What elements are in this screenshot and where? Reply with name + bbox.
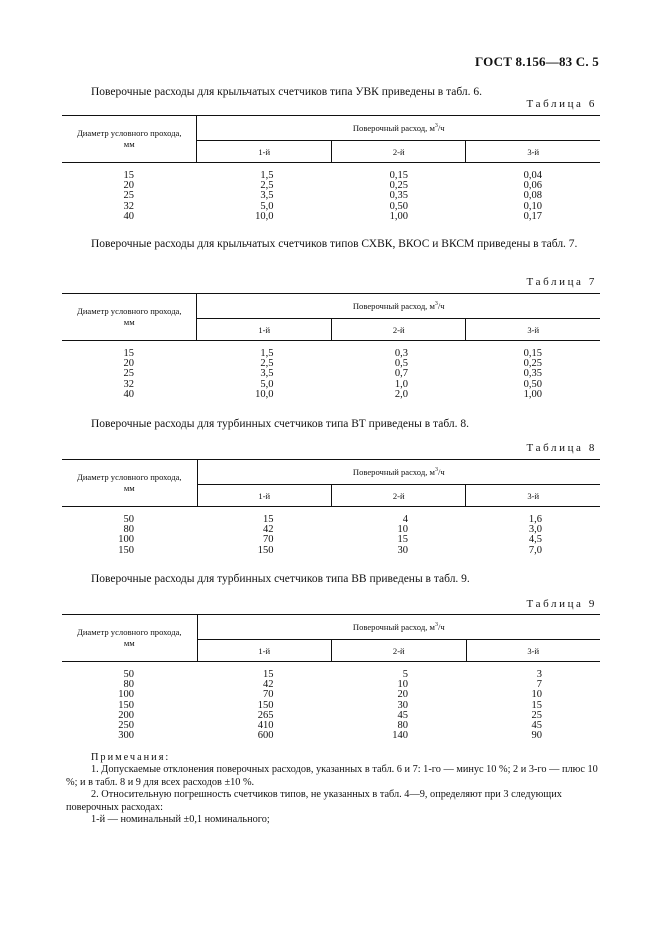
table-row xyxy=(62,390,600,400)
table-cell: 70 xyxy=(263,689,274,701)
table-body-9 xyxy=(62,662,600,742)
table-9 xyxy=(62,614,600,741)
table-cell: 10,0 xyxy=(255,210,274,222)
table-row xyxy=(62,546,600,556)
table-cell: 45 xyxy=(531,720,542,732)
table-cell: 410 xyxy=(257,720,274,732)
table-cell: 0,35 xyxy=(389,190,408,202)
table-cell: 0,04 xyxy=(523,170,542,181)
table-cell: 100 xyxy=(118,689,135,701)
table-cell: 600 xyxy=(257,730,274,742)
header-sub-2: 2-й xyxy=(332,319,466,341)
table-cell: 3,5 xyxy=(260,368,274,380)
table-cell: 10 xyxy=(397,524,408,536)
table-cell: 2,5 xyxy=(260,180,274,192)
table-cell: 10 xyxy=(397,679,409,691)
table-cell: 20 xyxy=(397,689,409,701)
header-sub-2: 2-й xyxy=(332,485,466,507)
table-cell: 265 xyxy=(257,709,274,721)
table-cell: 0,3 xyxy=(394,348,408,359)
table-cell: 10,0 xyxy=(255,388,274,400)
table-row xyxy=(62,731,600,741)
table-cell: 3,0 xyxy=(528,524,542,536)
table-cell: 200 xyxy=(118,709,135,721)
table-cell: 1,6 xyxy=(528,514,542,525)
note-item-3: 1-й — номинальный ±0,1 номинального; xyxy=(91,814,270,826)
table-cell: 2,0 xyxy=(394,388,408,400)
table-row xyxy=(62,701,600,711)
table-row xyxy=(62,191,600,201)
table-body-7 xyxy=(62,341,600,401)
table-row xyxy=(62,680,600,690)
table-cell: 0,25 xyxy=(523,358,542,370)
section-intro-6: Поверочные расходы для крыльчатых счетчиков типа УВК приведены в табл. 6. xyxy=(91,86,483,98)
table-cell: 1,00 xyxy=(389,210,408,222)
table-cell: 2,5 xyxy=(260,358,274,370)
table-cell: 300 xyxy=(118,730,135,742)
note-item-2: 2. Относительную погрешность счетчиков типов, не указанных в табл. 4—9, определяют при 3 следующих поверочных расходах: xyxy=(66,789,562,813)
table-body-6 xyxy=(62,163,600,223)
table-cell: 4 xyxy=(402,514,408,525)
table-cell: 15 xyxy=(263,514,274,525)
table-caption-7: Таблица 7 xyxy=(526,276,597,288)
table-row xyxy=(62,212,600,222)
table-row xyxy=(62,721,600,731)
table-cell: 150 xyxy=(257,699,274,711)
table-cell: 3 xyxy=(536,669,542,680)
header-diameter xyxy=(62,116,197,163)
table-cell: 0,50 xyxy=(389,200,408,212)
table-row xyxy=(62,202,600,212)
header-sub-1: 1-й xyxy=(197,319,332,341)
table-cell: 80 xyxy=(397,720,409,732)
table-cell: 0,17 xyxy=(523,210,542,222)
table-row xyxy=(62,380,600,390)
table-row xyxy=(62,690,600,700)
table-cell: 15 xyxy=(397,534,408,546)
table-cell: 90 xyxy=(531,730,542,742)
table-cell: 15 xyxy=(123,170,134,181)
table-cell: 20 xyxy=(123,180,134,192)
table-cell: 25 xyxy=(123,368,134,380)
table-cell: 42 xyxy=(263,679,274,691)
section-intro-7: Поверочные расходы для крыльчатых счетчиков типов СХВК, ВКОС и ВКСМ приведены в табл. 7. xyxy=(91,238,578,250)
header-flow: Поверочный расход, $м^3/ч$ xyxy=(197,116,600,141)
table-cell: 0,08 xyxy=(523,190,542,202)
table-cell: 10 xyxy=(531,689,542,701)
table-cell: 80 xyxy=(123,524,135,536)
table-body-8 xyxy=(62,507,600,556)
table-row xyxy=(62,507,600,526)
table-cell: 150 xyxy=(118,699,135,711)
section-intro-9: Поверочные расходы для турбинных счетчиков типа ВВ приведены в табл. 9. xyxy=(91,573,470,585)
header-diameter: Диаметр условного прохода, мм xyxy=(62,294,197,341)
table-cell: 50 xyxy=(123,669,135,680)
table-cell: 30 xyxy=(397,544,408,556)
table-cell: 20 xyxy=(123,358,134,370)
table-cell: 7 xyxy=(536,679,542,691)
table-row xyxy=(62,662,600,681)
table-cell: 0,35 xyxy=(523,368,542,380)
table-cell: 5 xyxy=(402,669,409,680)
table-cell: 0,50 xyxy=(523,378,542,390)
table-caption-9: Таблица 9 xyxy=(526,598,597,610)
table-row xyxy=(62,535,600,545)
header-sub-1: 1-й xyxy=(197,640,332,662)
table-cell: 0,25 xyxy=(389,180,408,192)
header-sub-3: 3-й xyxy=(466,141,600,163)
table-cell: 0,7 xyxy=(394,368,408,380)
table-caption-6: Таблица 6 xyxy=(526,98,597,110)
page-header: ГОСТ 8.156—83 С. 5 xyxy=(474,54,599,69)
table-cell: 100 xyxy=(118,534,135,546)
table-cell: 50 xyxy=(123,514,135,525)
table-cell: 30 xyxy=(397,699,409,711)
header-flow: Поверочный расход, $м^3/ч$ xyxy=(197,294,600,319)
header-sub-1: 1-й xyxy=(197,141,332,163)
notes xyxy=(66,752,600,826)
table-cell: 25 xyxy=(123,190,134,202)
header-flow: Поверочный расход, $м^3/ч$ xyxy=(197,615,600,640)
table-row xyxy=(62,163,600,182)
table-cell: 4,5 xyxy=(528,534,542,546)
table-cell: 70 xyxy=(263,534,274,546)
header-flow: Поверочный расход, $м^3/ч$ xyxy=(197,460,600,485)
table-cell: 250 xyxy=(118,720,135,732)
table-cell: 15 xyxy=(531,699,542,711)
table-cell: 25 xyxy=(531,709,542,721)
table-row xyxy=(62,711,600,721)
table-cell: 15 xyxy=(123,348,134,359)
table-cell: 140 xyxy=(392,730,409,742)
header-diameter-line1: Диаметр условного прохода, xyxy=(76,128,182,138)
table-8 xyxy=(62,459,600,556)
table-cell: 1,5 xyxy=(260,170,274,181)
table-cell: 40 xyxy=(123,210,134,222)
table-cell: 3,5 xyxy=(260,190,274,202)
header-sub-3: 3-й xyxy=(466,485,600,507)
table-cell: 1,0 xyxy=(394,378,408,390)
table-7 xyxy=(62,293,600,400)
table-cell: 0,15 xyxy=(389,170,408,181)
table-cell: 40 xyxy=(123,388,134,400)
header-sub-2: 2-й xyxy=(332,640,467,662)
table-cell: 15 xyxy=(263,669,274,680)
table-cell: 32 xyxy=(123,200,134,212)
table-row xyxy=(62,359,600,369)
header-sub-3: 3-й xyxy=(466,640,600,662)
table-caption-8: Таблица 8 xyxy=(526,442,597,454)
section-intro-8: Поверочные расходы для турбинных счетчиков типа ВТ приведены в табл. 8. xyxy=(91,418,470,430)
header-diameter: Диаметр условного прохода, мм xyxy=(62,615,197,662)
table-cell: 0,5 xyxy=(394,358,408,370)
table-row xyxy=(62,181,600,191)
note-item-1: 1. Допускаемые отклонения поверочных расходов, указанных в табл. 6 и 7: 1-го — минус 10 %; 2 и 3-го — плюс 10 %; и в табл. 8 и 9 для всех расходов ±10 %. xyxy=(66,764,598,788)
table-6 xyxy=(62,115,600,222)
table-cell: 45 xyxy=(397,709,409,721)
table-cell: 0,10 xyxy=(523,200,542,212)
table-row xyxy=(62,525,600,535)
table-row xyxy=(62,341,600,360)
notes-title: Примечания: xyxy=(91,752,171,763)
table-cell: 5,0 xyxy=(260,378,274,390)
table-cell: 42 xyxy=(263,524,274,536)
header-diameter: Диаметр условного прохода, мм xyxy=(62,460,197,507)
table-cell: 80 xyxy=(123,679,135,691)
table-cell: 1,5 xyxy=(260,348,274,359)
header-sub-3: 3-й xyxy=(466,319,600,341)
table-cell: 7,0 xyxy=(528,544,542,556)
table-cell: 0,15 xyxy=(523,348,542,359)
table-cell: 5,0 xyxy=(260,200,274,212)
table-cell: 0,06 xyxy=(523,180,542,192)
table-cell: 150 xyxy=(118,544,135,556)
header-sub-2: 2-й xyxy=(331,141,466,163)
table-row xyxy=(62,369,600,379)
table-cell: 32 xyxy=(123,378,134,390)
header-diameter-unit: мм xyxy=(123,139,135,149)
table-cell: 1,00 xyxy=(523,388,542,400)
header-sub-1: 1-й xyxy=(197,485,332,507)
table-cell: 150 xyxy=(257,544,274,556)
